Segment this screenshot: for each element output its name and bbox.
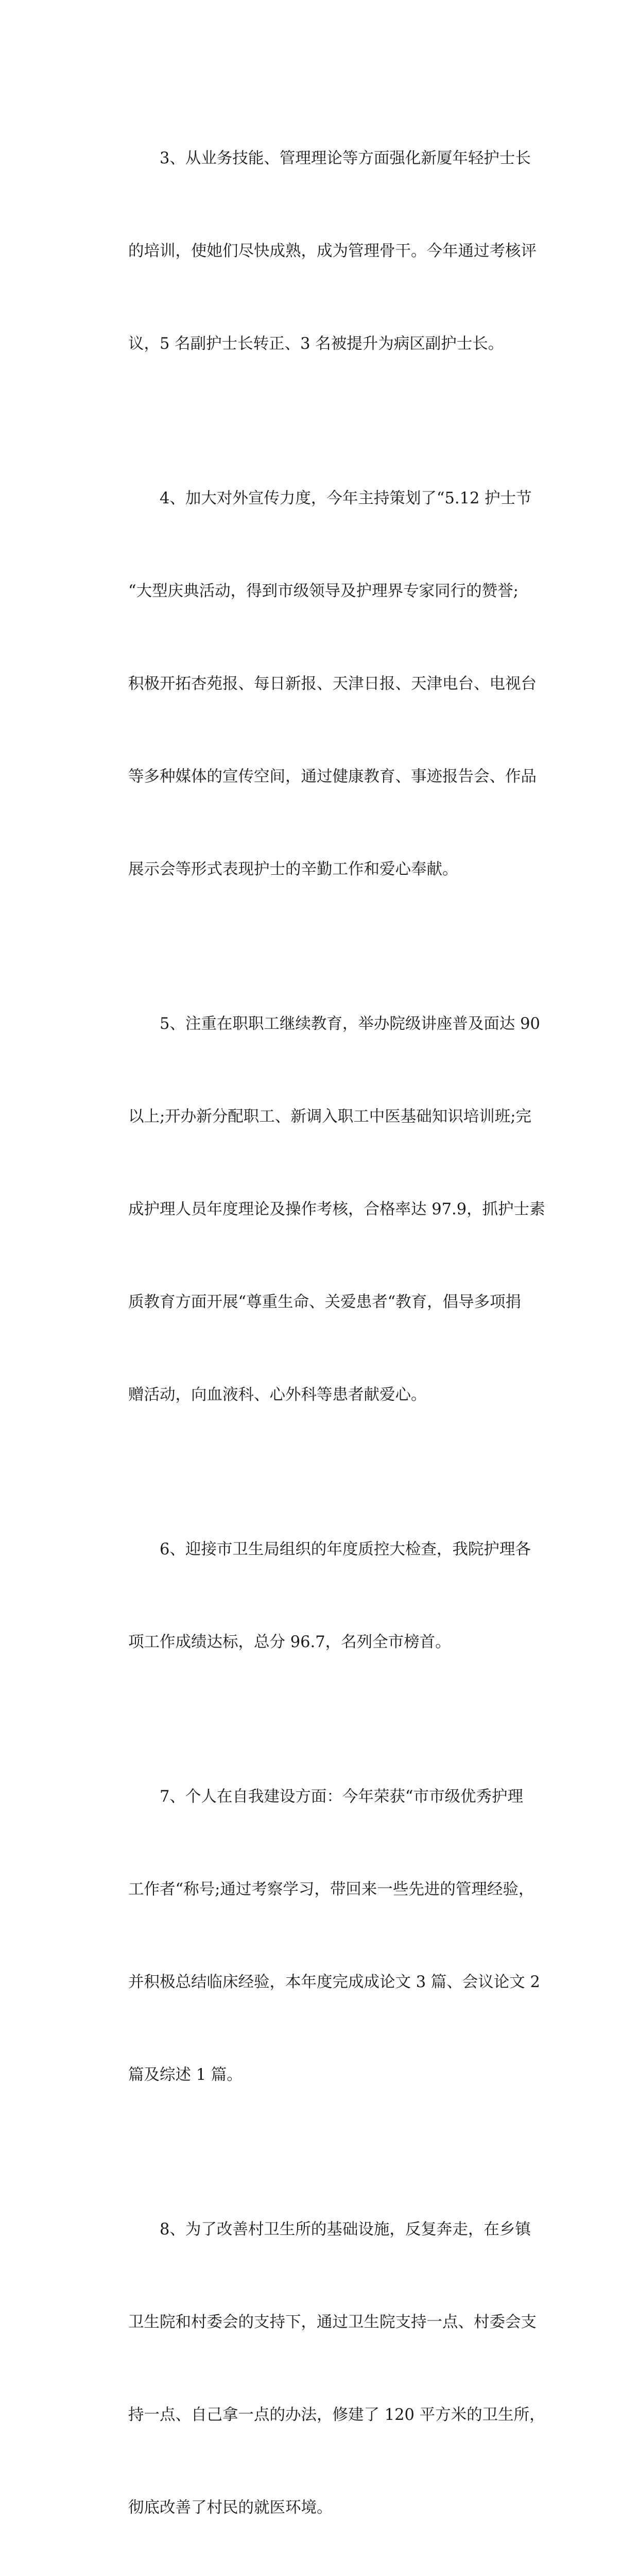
- text-line: 积极开拓杏苑报、每日新报、天津日报、天津电台、电视台: [128, 675, 537, 693]
- text-line: 篇及综述 1 篇。: [128, 2066, 243, 2084]
- text-line: 3、从业务技能、管理理论等方面强化新厦年轻护士长: [160, 149, 531, 167]
- text-line: 4、加大对外宣传力度，今年主持策划了“5.12 护士节: [160, 489, 532, 507]
- text-line: 5、注重在职职工继续教育，举办院级讲座普及面达 90: [160, 1015, 540, 1033]
- text-line: 以上;开办新分配职工、新调入职工中医基础知识培训班;完: [128, 1108, 532, 1126]
- paragraph-6: [97, 1472, 545, 1720]
- text-line: 工作者“称号;通过考察学习，带回来一些先进的管理经验，: [128, 1880, 534, 1899]
- paragraph-8: [97, 2153, 545, 2576]
- paragraph-7: [97, 1720, 545, 2153]
- text-line: 8、为了改善村卫生所的基础设施，反复奔走，在乡镇: [160, 2221, 531, 2239]
- text-line: 卫生院和村委会的支持下，通过卫生院支持一点、村委会支: [128, 2313, 537, 2331]
- text-line: 等多种媒体的宣传空间，通过健康教育、事迹报告会、作品: [128, 768, 537, 786]
- paragraph-4: [97, 421, 545, 947]
- text-line: 议，5 名副护士长转正、3 名被提升为病区副护士长。: [128, 335, 504, 353]
- text-line: 成护理人员年度理论及操作考核，合格率达 97.9，抓护士素: [128, 1200, 545, 1218]
- text-line: 6、迎接市卫生局组织的年度质控大检查，我院护理各: [160, 1540, 531, 1558]
- paragraph-3: [97, 81, 545, 421]
- text-line: 并积极总结临床经验，本年度完成成论文 3 篇、会议论文 2: [128, 1973, 540, 1991]
- paragraph-5: [97, 947, 545, 1472]
- text-line: 彻底改善了村民的就医环境。: [128, 2499, 333, 2517]
- text-line: 赠活动，向血液科、心外科等患者献爱心。: [128, 1386, 427, 1404]
- text-line: 展示会等形式表现护士的辛勤工作和爱心奉献。: [128, 860, 458, 878]
- text-line: 项工作成绩达标，总分 96.7，名列全市榜首。: [128, 1633, 451, 1651]
- document-body: [97, 81, 545, 2576]
- text-line: 的培训，使她们尽快成熟，成为管理骨干。今年通过考核评: [128, 242, 537, 260]
- text-line: 质教育方面开展“尊重生命、关爱患者“教育，倡导多项捐: [128, 1293, 522, 1311]
- text-line: 持一点、自己拿一点的办法，修建了 120 平方米的卫生所，: [128, 2406, 545, 2424]
- text-line: “大型庆典活动，得到市级领导及护理界专家同行的赞誉;: [128, 582, 519, 600]
- text-line: 7、个人在自我建设方面：今年荣获“市市级优秀护理: [160, 1788, 523, 1806]
